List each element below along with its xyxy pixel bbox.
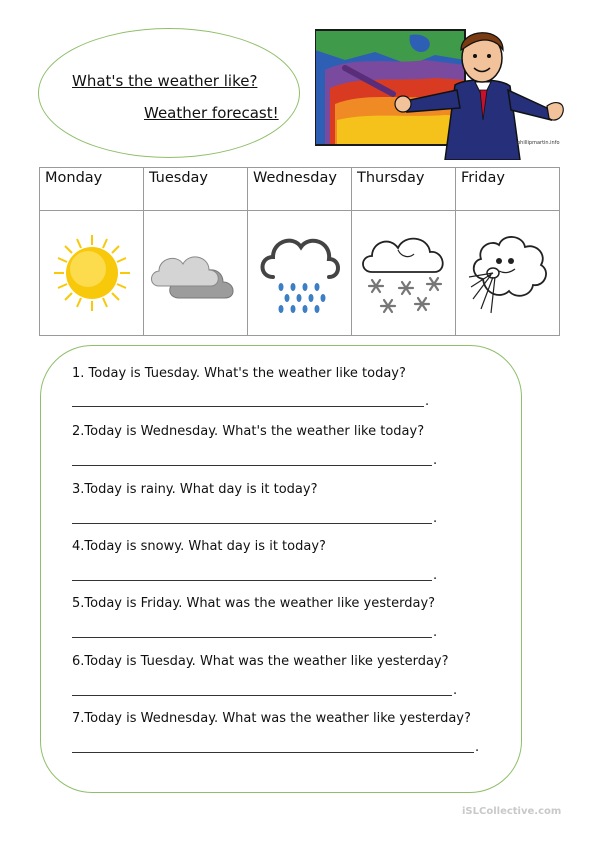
answer-line-6[interactable]	[72, 695, 452, 696]
weather-forecaster-illustration	[315, 20, 570, 160]
image-credit: phillipmartin.info	[517, 140, 560, 146]
question-7: 7.Today is Wednesday. What was the weather like yesterday?	[72, 711, 471, 726]
question-1: 1. Today is Tuesday. What's the weather like today?	[72, 366, 406, 381]
title-forecast: Weather forecast!	[144, 104, 279, 122]
day-header-row	[40, 168, 560, 211]
question-4: 4.Today is snowy. What day is it today?	[72, 539, 326, 554]
rain-icon	[257, 231, 343, 315]
day-monday: Monday	[40, 168, 144, 211]
answer-line-5[interactable]	[72, 637, 432, 638]
weekly-weather-table	[39, 167, 560, 336]
wind-icon	[463, 227, 553, 319]
snow-icon	[358, 228, 450, 318]
title-oval	[38, 28, 300, 158]
weather-map	[315, 30, 465, 145]
question-3: 3.Today is rainy. What day is it today?	[72, 482, 318, 497]
answer-line-4[interactable]	[72, 580, 432, 581]
question-2: 2.Today is Wednesday. What's the weather like today?	[72, 424, 425, 439]
day-friday: Friday	[456, 168, 560, 211]
question-6: 6.Today is Tuesday. What was the weather like yesterday?	[72, 654, 449, 669]
day-tuesday: Tuesday	[144, 168, 248, 211]
answer-line-2[interactable]	[72, 465, 432, 466]
watermark: iSLCollective.com	[462, 806, 562, 817]
weather-icon-row	[40, 211, 560, 336]
sun-icon	[52, 233, 132, 313]
answer-line-7[interactable]	[72, 752, 474, 753]
cloudy-icon	[149, 238, 243, 308]
day-thursday: Thursday	[352, 168, 456, 211]
day-wednesday: Wednesday	[248, 168, 352, 211]
title-question: What's the weather like?	[72, 72, 258, 90]
question-5: 5.Today is Friday. What was the weather like yesterday?	[72, 596, 436, 611]
answer-line-1[interactable]	[72, 406, 424, 407]
answer-line-3[interactable]	[72, 523, 432, 524]
